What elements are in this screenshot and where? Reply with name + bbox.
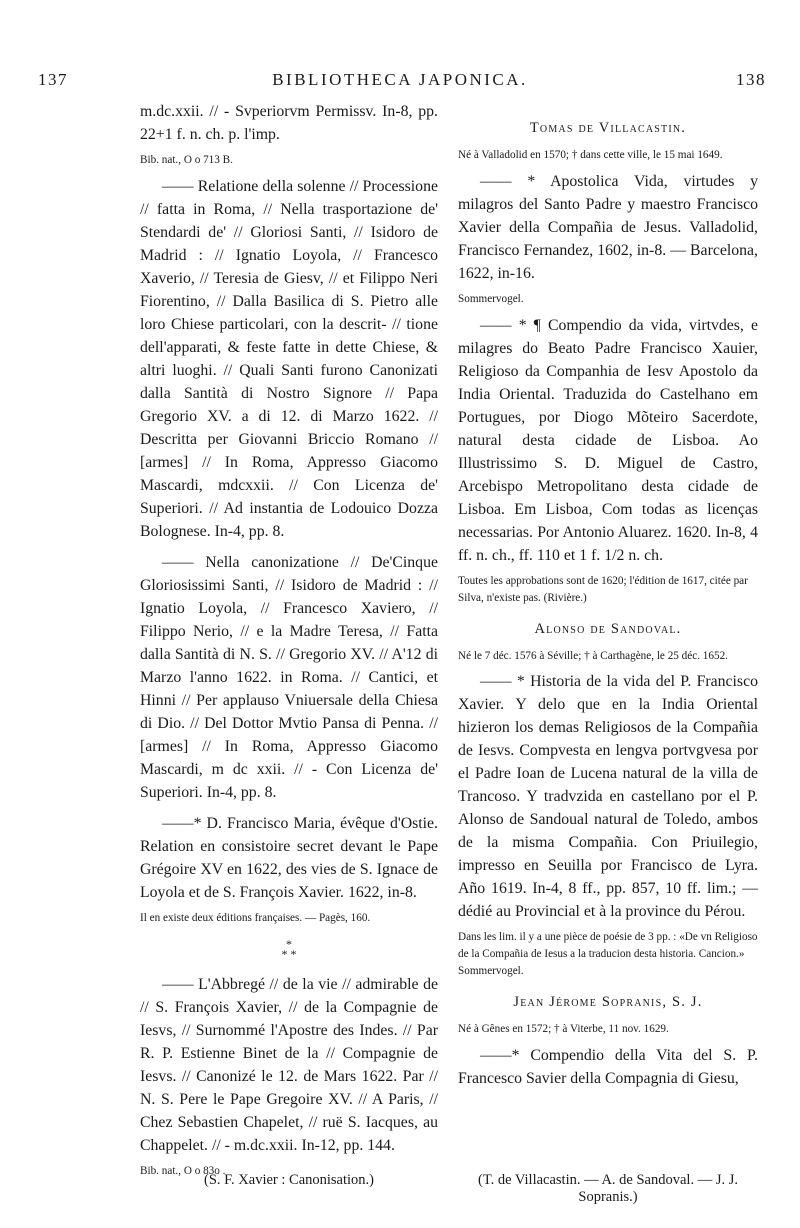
author-bio: Né le 7 déc. 1576 à Séville; † à Carthagène, le 25 déc. 1652. (458, 649, 728, 662)
author-heading: Alonso de Sandoval. (534, 620, 682, 637)
author-bio: Né à Gênes en 1572; † à Viterbe, 11 nov. 1629. (458, 1023, 669, 1035)
entry-compendio-vida: —— * ¶ Compendio da vida, virtvdes, e milagres do Beato Padre Francisco Xauier, Religioso da Companhia de Iesv Apostolo da India Oriental. Traduzida do Castelhano em Portugues, por Diogo Mõteiro Sacerdote, natural desta cidade de Lisboa. Ao Illustrissimo S. D. Miguel de Castro, Arcebispo Metropolitano desta cidade de Lisboa. Em Lisboa, Com todas as licenças necessarias. Por Antonio Aluarez. 1620. In-8, 4 ff. n. ch., ff. 110 et 1 f. 1/2 n. ch. (458, 316, 758, 564)
left-column (140, 100, 438, 1186)
running-head (0, 70, 800, 94)
page-number-right: 138 (736, 70, 766, 89)
entry-abbrege-vie: —— L'Abbregé // de la vie // admirable de // S. François Xavier, // de la Compagnie de Iesvs, // Surnommé l'Apostre des Indes. // Par R. P. Estienne Binet de la // Compagnie de Iesvs. // Canonizé le 12. de Mars 1622. Par // N. S. Pere le Pape Gregoire XV. // A Paris, // Chez Sebastien Chapelet, // ruë S. Iacques, au Chappelet. // - m.dc.xxii. In-12, pp. 144. (140, 976, 438, 1154)
entry-canonizatione-cantici: —— Nella canonizatione // De'Cinque Gloriosissimi Santi, // Isidoro de Madrid : // Ignatio Loyola, // Francesco Xaviero, // Filippo Nerio, // e la Madre Teresa, // Fatta dalla Santità di N. S. // Gregorio XV. // A'12 di Marzo l'anno 1622. in Roma. // Cantici, et Hinni // Per applauso Vniuersale della Chiesa di Dio. // Del Dottor Mvtio Pansa di Penna. // [armes] // In Roma, Appresso Giacomo Mascardi, m dc xxii. // - Con Licenza de' Superiori. In-4, pp. 8. (140, 554, 438, 801)
footer-left: (S. F. Xavier : Canonisation.) (204, 1172, 374, 1188)
author-heading: Jean Jérome Sopranis, S. J. (513, 994, 703, 1010)
entry-relatione-processione: —— Relatione della solenne // Processione // fatta in Roma, // Nella trasportazione de' Stendardi de' // Gloriosi Santi, // Isidoro de Madrid : // Ignatio Loyola, // Francesco Xaverio, // Teresia de Giesv, // et Filippo Neri Fiorentino, // Dalla Basilica di S. Pietro alle loro Chiese particolari, con la descrit- // tione dell'apparati, & feste fatte in dette Chiese, & altri luoghi. // Quali Santi furono Canonizati dalla Santità di Nostro Signore // Papa Gregorio XV. a di 12. di Marzo 1622. // Descritta per Giovanni Briccio Romano // [armes] // In Roma, Appresso Giacomo Mascardi, mdcxxii. // Con Licenza de' Superiori. // Ad instantia de Lodouico Dozza Bolognese. In-4, pp. 8. (140, 178, 438, 540)
footer-right: (T. de Villacastin. — A. de Sandoval. — J. J. Sopranis.) (478, 1172, 738, 1205)
location-note: Bib. nat., O o 83o . (140, 1165, 226, 1177)
entry-historia-vida: —— * Historia de la vida del P. Francisco Xavier. Y delo que en la India Oriental hizieron los demas Religiosos de la Compañia de Iesvs. Compvesta en lengva portvgvesa por el Padre Ioan de Lucena natural de la villa de Trancoso. Y tradvzida en castellano por el P. Alonso de Sandoual natural de Toledo, ambos de la misma Compañia. Con Priuilegio, impresso en Seuilla por Francisco de Lyra. Año 1619. In-4, 8 ff., pp. 857, 10 ff. lim.; — dédié au Provincial et à la province du Pérou. (458, 673, 758, 920)
author-heading: Tomas de Villacastin. (529, 120, 687, 136)
location-note: Bib. nat., O o 713 B. (140, 154, 233, 166)
right-column (458, 100, 758, 1090)
approbations-note: Toutes les approbations sont de 1620; l'édition de 1617, citée par Silva, n'existe pas. (Rivière.) (458, 574, 748, 604)
entry-apostolica-vida: —— * Apostolica Vida, virtudes y milagros del Santo Padre y maestro Francisco Xavier della Compañia de Jesus. Valladolid, Francisco Fernandez, 1602, in-8. — Barcelona, 1622, in-16. (458, 172, 758, 282)
entry-compendio-della-vita: ——* Compendio della Vita del S. P. Francesco Savier della Compagnia di Giesu, (458, 1046, 758, 1087)
source-note: Sommervogel. (458, 292, 524, 305)
running-title: BIBLIOTHECA JAPONICA. (272, 70, 528, 89)
poetry-note: Dans les lim. il y a une pièce de poésie de 3 pp. : «De vn Religioso de la Compañia de Iesus a la traducion desta historia. Cancion.» Sommervogel. (458, 931, 758, 977)
page-number-left: 137 (38, 70, 68, 89)
asterism-divider: * * * (281, 937, 297, 961)
editions-note: Il en existe deux éditions françaises. — Pagès, 160. (140, 912, 371, 924)
entry-svperiorvm-imprint: m.dc.xxii. // - Svperiorvm Permissv. In-8, pp. 22+1 f. n. ch. p. l'imp. (140, 103, 438, 143)
author-bio: Né à Valladolid en 1570; † dans cette ville, le 15 mai 1649. (458, 149, 723, 161)
entry-relation-consistoire: ——* D. Francisco Maria, évêque d'Ostie. Relation en consistoire secret devant le Pape Grégoire XV en 1622, des vies de S. Ignace de Loyola et de S. François Xavier. 1622, in-8. (140, 815, 438, 901)
